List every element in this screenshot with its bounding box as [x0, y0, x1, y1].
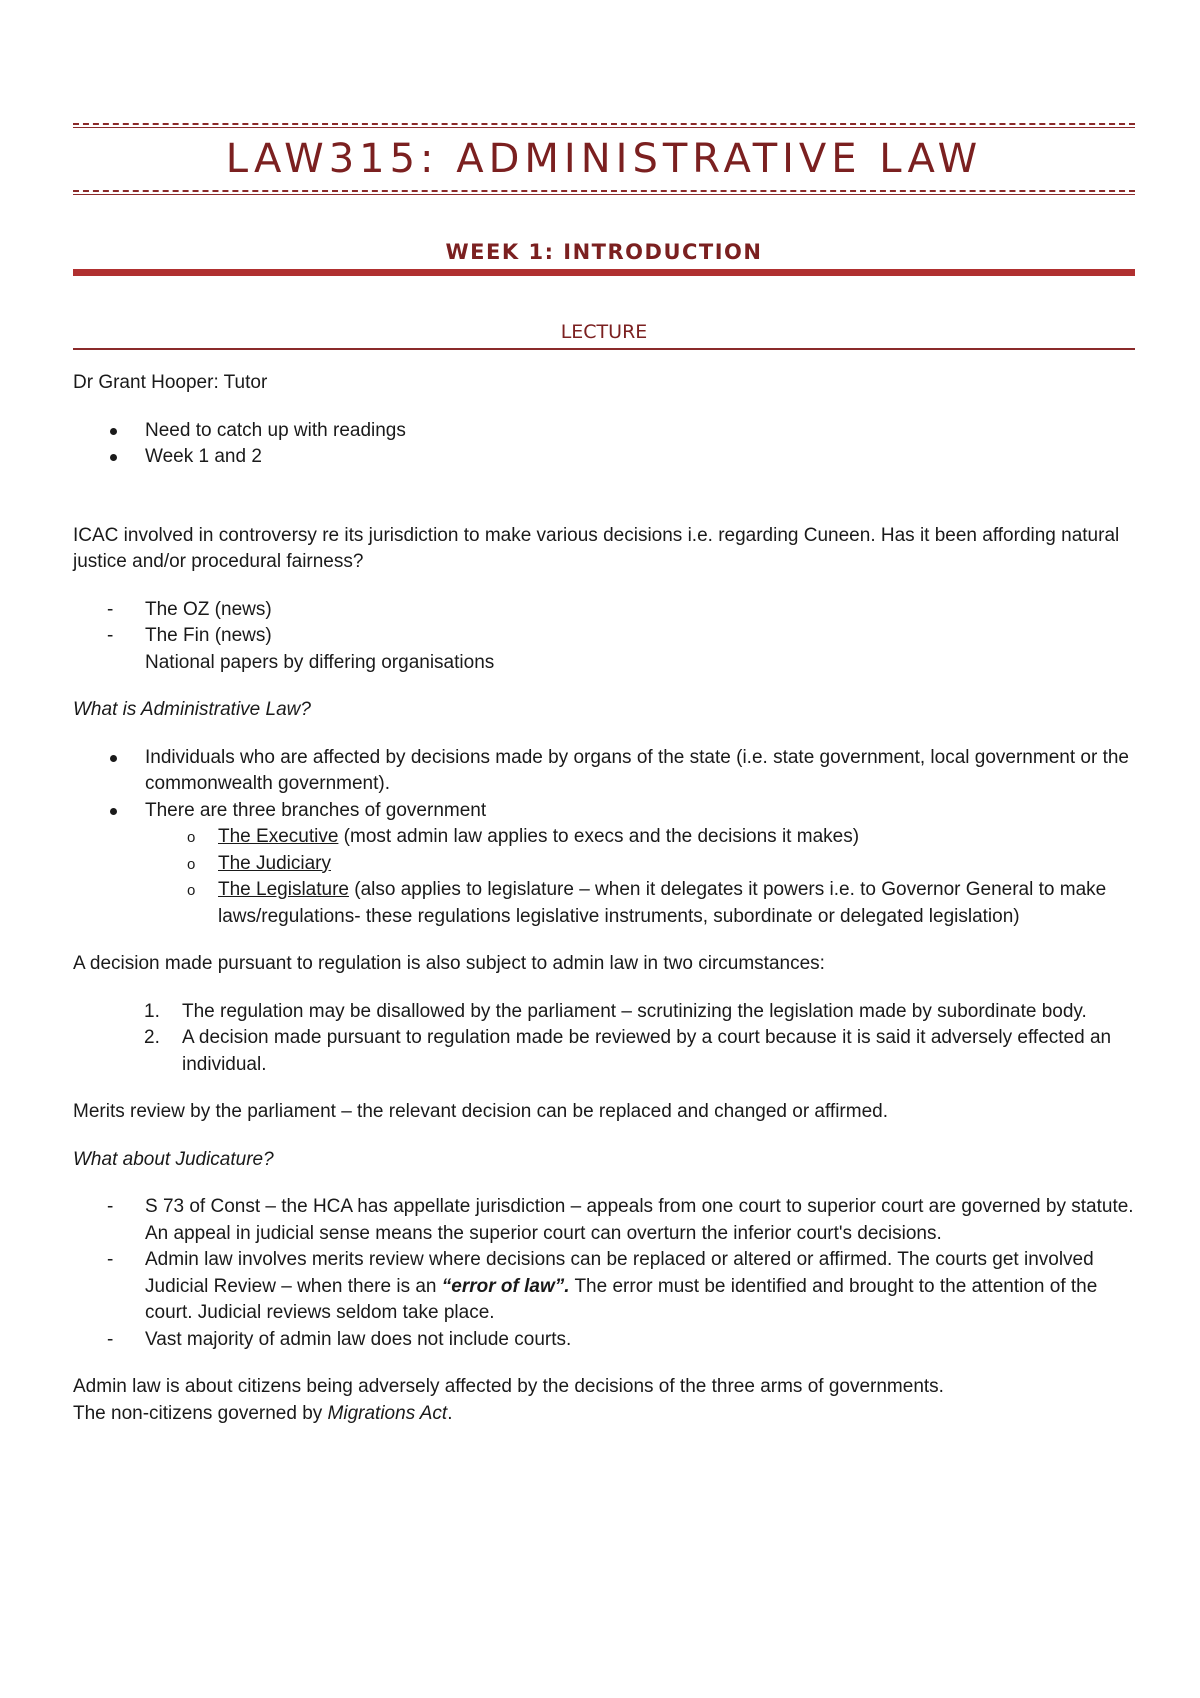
dash-marker: -	[107, 1328, 114, 1350]
judicature-dash-list	[73, 1194, 1135, 1353]
regulation-numbered-list	[73, 999, 1135, 1079]
error-of-law-emphasis: “error of law”.	[441, 1275, 570, 1297]
news-dash-list	[73, 597, 1135, 677]
admin-bullet-list	[73, 745, 1135, 931]
list-item: There are three branches of government	[73, 798, 1135, 825]
list-item: - S 73 of Const – the HCA has appellate jurisdiction – appeals from one court to superior court are governed by statute. An appeal in judicial sense means the superior court can overturn the inferior court's decisions.	[107, 1196, 1134, 1244]
list-item: - Admin law involves merits review where decisions can be replaced or altered or affirmed. The courts get involved Judicial Review – when there is an “error of law”. The error must be identified and brought to the attention of the court. Judicial reviews seldom take place.	[107, 1249, 1098, 1323]
circle-marker: o	[187, 855, 196, 873]
circle-marker: o	[187, 882, 196, 899]
section-title: LECTURE	[560, 321, 648, 343]
section-rule	[73, 348, 1135, 350]
list-item: Individuals who are affected by decisions made by organs of the state (i.e. state government, local government or the commonwealth government).	[73, 745, 1135, 798]
list-item: 2. A decision made pursuant to regulation made be reviewed by a court because it is said it adversely effected an individual.	[144, 1027, 1112, 1075]
news-continuation: National papers by differing organisations	[145, 651, 495, 673]
migrations-act: Migrations Act	[327, 1402, 448, 1424]
closing-paragraph: Admin law is about citizens being adversely affected by the decisions of the three arms of governments. The non-citizens governed by Migrations Act.	[73, 1376, 944, 1424]
intro-bullet-list	[73, 418, 1135, 471]
bullet-icon	[110, 755, 117, 762]
document-page	[73, 0, 1135, 1698]
dash-marker: -	[107, 625, 114, 646]
title-top-rule	[73, 123, 1135, 125]
bullet-icon	[110, 808, 117, 815]
bullet-icon	[110, 454, 117, 461]
list-item: 1. The regulation may be disallowed by the parliament – scrutinizing the legislation made by subordinate body.	[144, 1000, 1087, 1022]
circle-marker: o	[187, 829, 196, 846]
dash-marker: -	[107, 598, 114, 620]
list-item: - The OZ (news)	[73, 597, 1135, 624]
judicature-heading: What about Judicature?	[73, 1148, 274, 1170]
regulation-paragraph: A decision made pursuant to regulation is also subject to admin law in two circumstances:	[73, 953, 825, 974]
lecture-notes	[73, 370, 1135, 1427]
course-title: LAW315: ADMINISTRATIVE LAW	[225, 136, 983, 182]
icac-paragraph: ICAC involved in controversy re its jurisdiction to make various decisions i.e. regarding Cuneen. Has it been affording natural justice and/or procedural fairness?	[73, 524, 1120, 572]
merits-paragraph: Merits review by the parliament – the relevant decision can be replaced and changed or affirmed.	[73, 1101, 888, 1122]
dash-marker: -	[107, 1196, 114, 1217]
branch-item-legislature: o The Legislature (also applies to legislature – when it delegates it powers i.e. to Governor General to make laws/regulations- these regulations legislative instruments, subordinate or delegated legislation)	[187, 879, 1107, 927]
branch-item-judiciary: o The Judiciary	[73, 851, 1135, 878]
list-item: Need to catch up with readings	[73, 418, 1135, 445]
dash-marker: -	[107, 1249, 114, 1270]
week-rule	[73, 269, 1135, 276]
tutor-line: Dr Grant Hooper: Tutor	[73, 372, 268, 393]
bullet-icon	[110, 428, 117, 435]
branch-item-executive: o The Executive (most admin law applies to execs and the decisions it makes)	[73, 824, 1135, 851]
title-bottom-rule	[73, 190, 1135, 192]
week-title: WEEK 1: INTRODUCTION	[445, 240, 763, 264]
admin-law-heading: What is Administrative Law?	[73, 699, 311, 720]
list-item: - The Fin (news) National papers by differing organisations	[107, 625, 495, 673]
list-item: - Vast majority of admin law does not include courts.	[73, 1327, 1135, 1354]
list-item: Week 1 and 2	[73, 444, 1135, 471]
